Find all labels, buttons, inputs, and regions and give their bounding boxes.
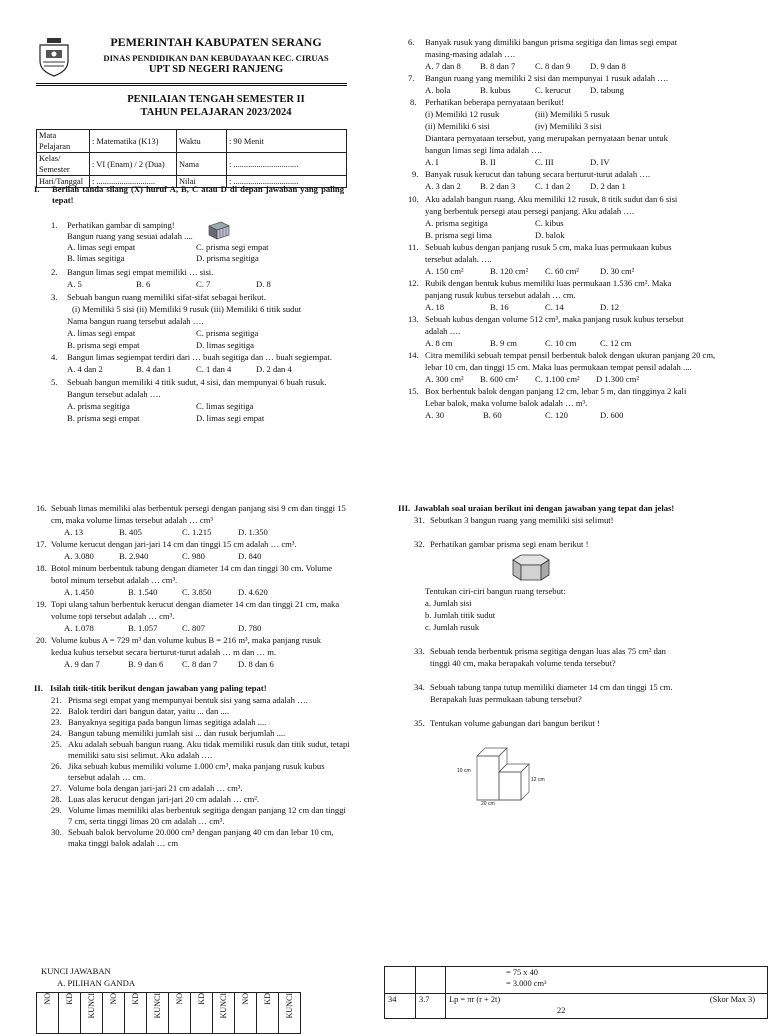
q33-text-2: tinggi 40 cm, maka berapakah volume tenda tersebut? [430, 658, 616, 668]
rubric-calc-2: = 3.000 cm³ [506, 979, 547, 988]
q32-number: 32. [414, 539, 425, 549]
q5-option-a[interactable]: A. prisma segitiga [67, 401, 130, 411]
fill-in-item [51, 706, 371, 717]
answer-key-header-cell [191, 993, 213, 1034]
q6-text-2: masing-masing adalah …. [425, 49, 515, 59]
value-hari[interactable]: : ............................ [90, 176, 177, 188]
q20-option-b[interactable]: B. 9 dan 6 [128, 659, 164, 669]
q16-option-a[interactable]: A. 13 [64, 527, 84, 537]
school-logo [36, 37, 72, 77]
fill-in-text: Jika sebuah kubus memiliki volume 1.000 cm³, maka panjang rusuk kubus [68, 761, 325, 771]
q8-statement-iii: (iii) Memiliki 5 rusuk [535, 109, 610, 119]
value-nama[interactable]: : ............................... [227, 153, 347, 176]
fill-in-number: 22. [51, 706, 62, 716]
q34-text: Sebuah tabung tanpa tutup memiliki diameter 14 cm dan tinggi 15 cm. [430, 682, 673, 692]
q5-option-b[interactable]: B. prisma segi empat [67, 413, 140, 423]
answer-key-header-label: NO [109, 993, 118, 1005]
q16-option-d[interactable]: D. 1.350 [238, 527, 268, 537]
q18-option-b[interactable]: B. 1.540 [128, 587, 158, 597]
section3-num: III. [398, 503, 411, 513]
q19-option-a[interactable]: A. 1.078 [64, 623, 94, 633]
q8-statement-i: (i) Memiliki 12 rusuk [425, 109, 500, 119]
q12-option-b[interactable]: B. 16 [490, 302, 509, 312]
fill-in-item [51, 783, 371, 794]
q12-text-2: panjang rusuk kubus tersebut adalah … cm. [425, 290, 576, 300]
exam-year: TAHUN PELAJARAN 2023/2024 [140, 107, 292, 118]
q3-option-b[interactable]: B. prisma segi empat [67, 340, 140, 350]
q14-option-a[interactable]: A. 300 cm² [425, 374, 464, 384]
q35-number: 35. [414, 718, 425, 728]
q20-option-d[interactable]: D. 8 dan 6 [238, 659, 274, 669]
q14-text: Citra memiliki sebuah tempat pensil berbentuk balok dengan ukuran panjang 20 cm, [425, 350, 716, 360]
q15-text-2: Lebar balok, maka volume balok adalah … m³. [425, 398, 588, 408]
section2-num: II. [34, 683, 43, 693]
q2-text: Bangun limas segi empat memiliki … sisi. [67, 267, 214, 277]
hexagonal-prism-picture [509, 553, 553, 583]
q13-option-d[interactable]: C. 12 cm [600, 338, 632, 348]
q32-text: Perhatikan gambar prisma segi enam berikut ! [430, 539, 589, 549]
q2-option-d[interactable]: D. 8 [256, 279, 271, 289]
fill-in-text: Luas alas kerucut dengan jari-jari 20 cm adalah … cm². [68, 794, 260, 804]
q13-option-c[interactable]: C. 10 cm [545, 338, 577, 348]
fill-in-item [51, 717, 371, 728]
q14-text-2: lebar 10 cm, dan tinggi 15 cm. Maka luas permukaan tempat pensil adalah .... [425, 362, 692, 372]
section3-instruction: Jawablah soal uraian berikut ini dengan jawaban yang tepat dan jelas! [414, 503, 675, 513]
q19-number: 19. [36, 599, 47, 609]
q1-text: Perhatikan gambar di samping! [67, 220, 175, 230]
fill-in-number: 25. [51, 739, 62, 749]
school-header: UPT SD NEGERI RANJENG [148, 64, 284, 75]
q12-option-c[interactable]: C. 14 [545, 302, 564, 312]
rubric-fraction: 22 [557, 1006, 566, 1015]
q6-text: Banyak rusuk yang dimiliki bangun prisma segitiga dan limas segi empat [425, 37, 678, 47]
q7-number: 7. [408, 73, 415, 83]
q13-text-2: adalah …. [425, 326, 461, 336]
answer-key-header-cell [125, 993, 147, 1034]
section2-instruction: Isilah titik-titik berikut dengan jawaban yang paling tepat! [50, 683, 267, 693]
q20-text-2: kedua kubus tersebut secara berturut-turut adalah … m dan … m. [51, 647, 277, 657]
fill-in-number: 26. [51, 761, 62, 771]
answer-key-header-cell [59, 993, 81, 1034]
label-10cm: 10 cm [457, 768, 471, 774]
prism-picture [207, 220, 231, 240]
rubric-no: 34 [385, 994, 416, 1019]
q1-number: 1. [51, 220, 58, 230]
section1-instruction: Berilah tanda silang (X) huruf A, B, C atau D di depan jawaban yang paling tepat! [52, 184, 344, 205]
fill-in-text: memiliki satu sisi selimut. Aku adalah …. [68, 750, 213, 760]
fill-in-text: Volume bola dengan jari-jari 21 cm adalah … cm³. [68, 783, 243, 793]
q17-option-b[interactable]: B. 2.940 [119, 551, 149, 561]
exam-title: PENILAIAN TENGAH SEMESTER II [127, 94, 305, 105]
q1-text-2: Bangun ruang yang sesuai adalah .... [67, 231, 193, 241]
q6-option-d[interactable]: D. 9 dan 8 [590, 61, 626, 71]
q3-option-c[interactable]: C. prisma segitiga [196, 328, 259, 338]
fill-in-number: 29. [51, 805, 62, 815]
answer-key-subtitle: A. PILIHAN GANDA [57, 978, 136, 988]
answer-key-header-cell [257, 993, 279, 1034]
q15-number: 15. [408, 386, 419, 396]
label-kelas: Kelas/ Semester [37, 153, 90, 176]
q13-option-b[interactable]: B. 9 cm [490, 338, 517, 348]
q20-text: Volume kubus A = 729 m³ dan volume kubus B = 216 m³, maka panjang rusuk [51, 635, 322, 645]
fill-in-number: 30. [51, 827, 62, 837]
q33-text: Sebuah tenda berbentuk prisma segitiga dengan luas alas 75 cm² dan [430, 646, 666, 656]
q16-number: 16. [36, 503, 47, 513]
q10-option-a[interactable]: A. prisma segitiga [425, 218, 488, 228]
answer-key-header-label: KD [65, 993, 74, 1005]
q3-text-3: Nama bangun ruang tersebut adalah …. [67, 316, 204, 326]
answer-key-header-label: KUNCI [153, 993, 162, 1019]
value-waktu: : 90 Menit [227, 130, 347, 153]
q18-number: 18. [36, 563, 47, 573]
q14-number: 14. [408, 350, 419, 360]
rubric-score: (Skor Max 3) [709, 995, 755, 1004]
header-divider [36, 83, 347, 84]
answer-key-header-label: KUNCI [285, 993, 294, 1019]
q1-option-b[interactable]: B. limas segitiga [67, 253, 125, 263]
q3-option-a[interactable]: A. limas segi empat [67, 328, 136, 338]
q7-text: Bangun ruang yang memiliki 2 sisi dan mempunyai 1 rusuk adalah …. [425, 73, 668, 83]
q11-option-b[interactable]: B. 120 cm² [490, 266, 529, 276]
q9-option-b[interactable]: B. 2 dan 3 [480, 181, 516, 191]
composite-solid-picture [455, 742, 555, 808]
answer-key-header-label: KD [197, 993, 206, 1005]
q34-text-2: Berapakah luas permukaan tabung tersebut? [430, 694, 582, 704]
q10-text-2: yang berbentuk persegi atau persegi panjang. Aku adalah …. [425, 206, 635, 216]
q4-number: 4. [51, 352, 58, 362]
value-nilai[interactable]: : ............................... [227, 176, 347, 188]
q18-option-c[interactable]: C. 3.850 [182, 587, 212, 597]
fill-in-text: 7 cm, serta tinggi limas 20 cm adalah … cm³. [68, 816, 225, 826]
q3-option-d[interactable]: D. limas segitiga [196, 340, 254, 350]
q3-text: Sebuah bangun ruang memiliki sifat-sifat sebagai berikut. [67, 292, 266, 302]
q1-option-c[interactable]: C. prisma segi empat [196, 242, 269, 252]
value-kelas: : VI (Enam) / 2 (Dua) [90, 153, 177, 176]
q13-option-a[interactable]: A. 8 cm [425, 338, 453, 348]
q8-statement-iv: (iv) Memiliki 3 sisi [535, 121, 602, 131]
q20-number: 20. [36, 635, 47, 645]
q11-option-d[interactable]: D. 30 cm² [600, 266, 635, 276]
answer-key-header-label: NO [175, 993, 184, 1005]
q13-number: 13. [408, 314, 419, 324]
q13-text: Sebuah kubus dengan volume 512 cm³, maka panjang rusuk kubus tersebut [425, 314, 684, 324]
fill-in-item [51, 739, 371, 750]
q11-option-c[interactable]: C. 60 cm² [545, 266, 579, 276]
fill-in-item [51, 838, 371, 849]
fill-in-item [51, 805, 371, 816]
q5-option-c[interactable]: C. limas segitiga [196, 401, 254, 411]
q14-option-c[interactable]: C. 1.100 cm² [535, 374, 580, 384]
value-mapel: : Matematika (K13) [90, 130, 177, 153]
q3-text-2: (i) Memiliki 5 sisi (ii) Memiliki 9 rusuk (iii) Memiliki 6 titik sudut [72, 304, 302, 314]
q8-text: Perhatikan beberapa pernyataan berikut! [425, 97, 565, 107]
q9-text: Banyak rusuk kerucut dan tabung secara berturut-turut adalah …. [425, 169, 651, 179]
answer-key-header-label: NO [241, 993, 250, 1005]
q11-number: 11. [408, 242, 419, 252]
q12-text: Rubik dengan bentuk kubus memiliki luas permukaan 1.536 cm². Maka [425, 278, 672, 288]
q12-option-d[interactable]: D. 12 [600, 302, 620, 312]
q19-text-2: volume topi tersebut adalah … cm³. [51, 611, 175, 621]
fill-in-number: 28. [51, 794, 62, 804]
rubric-formula: Lp = πr (r + 2t) [449, 995, 501, 1004]
q17-option-d[interactable]: D. 840 [238, 551, 262, 561]
q32-item-b: b. Jumlah titik sudut [425, 610, 496, 620]
fill-in-text: Aku adalah sebuah bangun ruang. Aku tidak memiliki rusuk dan titik sudut, tetapi [68, 739, 350, 749]
q3-number: 3. [51, 292, 58, 302]
fill-in-text: Bangun tabung memiliki jumlah sisi ... dan rusuk berjumlah .... [68, 728, 286, 738]
answer-key-header-label: KUNCI [219, 993, 228, 1019]
answer-key-title: KUNCI JAWABAN [41, 966, 111, 976]
q12-option-a[interactable]: A. 18 [425, 302, 445, 312]
fill-in-text: Balok terdiri dari bangun datar, yaitu ... dan .... [68, 706, 229, 716]
q20-option-a[interactable]: A. 9 dan 7 [64, 659, 100, 669]
q7-option-a[interactable]: A. bola [425, 85, 451, 95]
label-12cm: 12 cm [531, 777, 545, 783]
q16-option-c[interactable]: C. 1.215 [182, 527, 212, 537]
answer-key-header-label: KD [263, 993, 272, 1005]
fill-in-text: maka tinggi balok adalah … cm [68, 838, 179, 848]
rubric-kd: 3.7 [416, 994, 446, 1019]
answer-key-header-cell [147, 993, 169, 1034]
q15-option-b[interactable]: B. 60 [483, 410, 502, 420]
q18-text-2: botol minum tersebut adalah … cm³. [51, 575, 178, 585]
q5-text-2: Bangun tersebut adalah …. [67, 389, 161, 399]
q6-option-c[interactable]: C. 8 dan 9 [535, 61, 571, 71]
q17-option-c[interactable]: C. 980 [182, 551, 205, 561]
q16-text: Sebuah limas memiliki alas berbentuk persegi dengan panjang sisi 9 cm dan tinggi 15 [51, 503, 346, 513]
fill-in-item [51, 772, 371, 783]
label-20cm: 20 cm [481, 801, 495, 807]
q9-option-a[interactable]: A. 3 dan 2 [425, 181, 461, 191]
answer-key-header-label: NO [43, 993, 52, 1005]
fill-in-item [51, 794, 371, 805]
q32-item-c: c. Jumlah rusuk [425, 622, 480, 632]
q7-option-d[interactable]: D. tabung [590, 85, 624, 95]
fill-in-text: Prisma segi empat yang mempunyai bentuk sisi yang sama adalah …. [68, 695, 308, 705]
q11-text-2: tersebut adalah. …. [425, 254, 492, 264]
q18-text: Botol minum berbentuk tabung dengan diameter 14 cm dan tinggi 30 cm. Volume [51, 563, 333, 573]
q11-text: Sebuah kubus dengan panjang rusuk 5 cm, maka luas permukaan kubus [425, 242, 672, 252]
q31-text: Sebutkan 3 bangun ruang yang memiliki sisi selimut! [430, 515, 614, 525]
q19-option-d[interactable]: D. 780 [238, 623, 262, 633]
fill-in-text: Sebuah balok bervolume 20.000 cm³ dengan panjang 40 cm dan lebar 10 cm, [68, 827, 334, 837]
q18-option-d[interactable]: D. 4.620 [238, 587, 268, 597]
q9-option-c[interactable]: C. 1 dan 2 [535, 181, 571, 191]
q6-option-b[interactable]: B. 8 dan 7 [480, 61, 516, 71]
q10-option-b[interactable]: B. prisma segi lima [425, 230, 492, 240]
q15-text: Box berbentuk balok dengan panjang 12 cm, lebar 5 m, dan tingginya 2 kali [425, 386, 687, 396]
q5-text: Sebuah bangun memiliki 4 titik sudut, 4 sisi, dan mempunyai 6 buah rusuk. [67, 377, 327, 387]
q8-option-c[interactable]: C. III [535, 157, 554, 167]
q6-option-a[interactable]: A. 7 dan 8 [425, 61, 461, 71]
answer-key-header-cell [279, 993, 301, 1034]
q8-text-2: Diantara pernyataan tersebut, yang merupakan pernyataan benar untuk [425, 133, 668, 143]
fill-in-text: tersebut adalah … cm. [68, 772, 146, 782]
q4-option-d[interactable]: D. 2 dan 4 [256, 364, 292, 374]
label-hari: Hari/Tanggal [37, 176, 90, 188]
fill-in-number: 23. [51, 717, 62, 727]
answer-key-header-label: KD [131, 993, 140, 1005]
q34-number: 34. [414, 682, 425, 692]
fill-in-item [51, 728, 371, 739]
q5-number: 5. [51, 377, 58, 387]
q17-number: 17. [36, 539, 47, 549]
q8-option-a[interactable]: A. I [425, 157, 439, 167]
q9-option-d[interactable]: D. 2 dan 1 [590, 181, 626, 191]
q4-option-b[interactable]: B. 4 dan 1 [136, 364, 172, 374]
q17-text: Volume kerucut dengan jari-jari 14 cm dan tinggi 15 cm adalah … cm³. [51, 539, 297, 549]
section1-num: I. [34, 184, 40, 194]
q8-number: 8. [410, 97, 417, 107]
q10-option-d[interactable]: D. balok [535, 230, 565, 240]
fill-in-number: 27. [51, 783, 62, 793]
q15-option-c[interactable]: C. 120 [545, 410, 568, 420]
q19-option-c[interactable]: C. 807 [182, 623, 205, 633]
fill-in-item [51, 750, 371, 761]
q2-option-c[interactable]: C. 7 [196, 279, 211, 289]
label-nama: Nama [177, 153, 227, 176]
q18-option-a[interactable]: A. 1.450 [64, 587, 94, 597]
q7-option-b[interactable]: B. kubus [480, 85, 511, 95]
fill-in-list [51, 695, 371, 849]
q5-option-d[interactable]: D. limas segi empat [196, 413, 265, 423]
q2-option-a[interactable]: A. 5 [67, 279, 82, 289]
q16-option-b[interactable]: B. 405 [119, 527, 142, 537]
q20-option-c[interactable]: C. 8 dan 7 [182, 659, 218, 669]
fill-in-text: Volume limas memiliki alas berbentuk segitiga dengan panjang 12 cm dan tinggi [68, 805, 346, 815]
q32-text-2: Tentukan ciri-ciri bangun ruang tersebut: [425, 586, 566, 596]
answer-key-header-cell [213, 993, 235, 1034]
fill-in-item [51, 695, 371, 706]
q1-option-a[interactable]: A. limas segi empat [67, 242, 136, 252]
q19-option-b[interactable]: B. 1.057 [128, 623, 158, 633]
q8-option-b[interactable]: B. II [480, 157, 496, 167]
q10-option-c[interactable]: C. kibus [535, 218, 564, 228]
q19-text: Topi ulang tahun berbentuk kerucut dengan diameter 14 cm dan tinggi 21 cm, maka [51, 599, 340, 609]
q10-number: 10. [408, 194, 419, 204]
answer-key-header-cell [169, 993, 191, 1034]
q8-statement-ii: (ii) Memiliki 6 sisi [425, 121, 490, 131]
q8-text-3: bangun limas segi lima adalah …. [425, 145, 542, 155]
fill-in-text: Banyaknya segitiga pada bangun limas segitiga adalah .... [68, 717, 267, 727]
q2-option-b[interactable]: B. 6 [136, 279, 151, 289]
student-info-table [36, 129, 347, 188]
q14-option-b[interactable]: B. 600 cm² [480, 374, 519, 384]
q31-number: 31. [414, 515, 425, 525]
q6-number: 6. [408, 37, 415, 47]
q16-text-2: cm, maka volume limas tersebut adalah … cm³ [51, 515, 213, 525]
q14-option-d[interactable]: D 1.300 cm² [596, 374, 639, 384]
gov-header: PEMERINTAH KABUPATEN SERANG [110, 35, 322, 49]
rubric-calc-1: = 75 x 40 [506, 968, 538, 977]
answer-key-table [36, 992, 301, 1034]
fill-in-item [51, 827, 371, 838]
q4-option-c[interactable]: C. 1 dan 4 [196, 364, 232, 374]
q17-option-a[interactable]: A. 3.080 [64, 551, 94, 561]
header-divider-2 [36, 85, 347, 86]
fill-in-number: 24. [51, 728, 62, 738]
answer-key-header-cell [37, 993, 59, 1034]
scoring-rubric-table [384, 966, 768, 1019]
q9-number: 9. [412, 169, 419, 179]
label-mapel: Mata Pelajaran [37, 130, 90, 153]
fill-in-item [51, 816, 371, 827]
q15-option-a[interactable]: A. 30 [425, 410, 445, 420]
q12-number: 12. [408, 278, 419, 288]
fill-in-item [51, 761, 371, 772]
label-waktu: Waktu [177, 130, 227, 153]
q4-text: Bangun limas segiempat terdiri dari … buah segitiga dan … buah segiempat. [67, 352, 332, 362]
q4-option-a[interactable]: A. 4 dan 2 [67, 364, 103, 374]
dept-header: DINAS PENDIDIKAN DAN KEBUDAYAAN KEC. CIRUAS [103, 53, 329, 63]
q8-option-d[interactable]: D. IV [590, 157, 610, 167]
label-nilai: Nilai [177, 176, 227, 188]
answer-key-header-cell [81, 993, 103, 1034]
q15-option-d[interactable]: D. 600 [600, 410, 624, 420]
fill-in-number: 21. [51, 695, 62, 705]
answer-key-header-cell [235, 993, 257, 1034]
answer-key-header-label: KUNCI [87, 993, 96, 1019]
q11-option-a[interactable]: A. 150 cm² [425, 266, 464, 276]
q7-option-c[interactable]: C. kerucut [535, 85, 571, 95]
q32-item-a: a. Jumlah sisi [425, 598, 472, 608]
q10-text: Aku adalah bangun ruang. Aku memiliki 12 rusuk, 8 titik sudut dan 6 sisi [425, 194, 678, 204]
q1-option-d[interactable]: D. prisma segitiga [196, 253, 259, 263]
answer-key-header-cell [103, 993, 125, 1034]
q35-text: Tentukan volume gabungan dari bangun berikut ! [430, 718, 600, 728]
q2-number: 2. [51, 267, 58, 277]
q33-number: 33. [414, 646, 425, 656]
